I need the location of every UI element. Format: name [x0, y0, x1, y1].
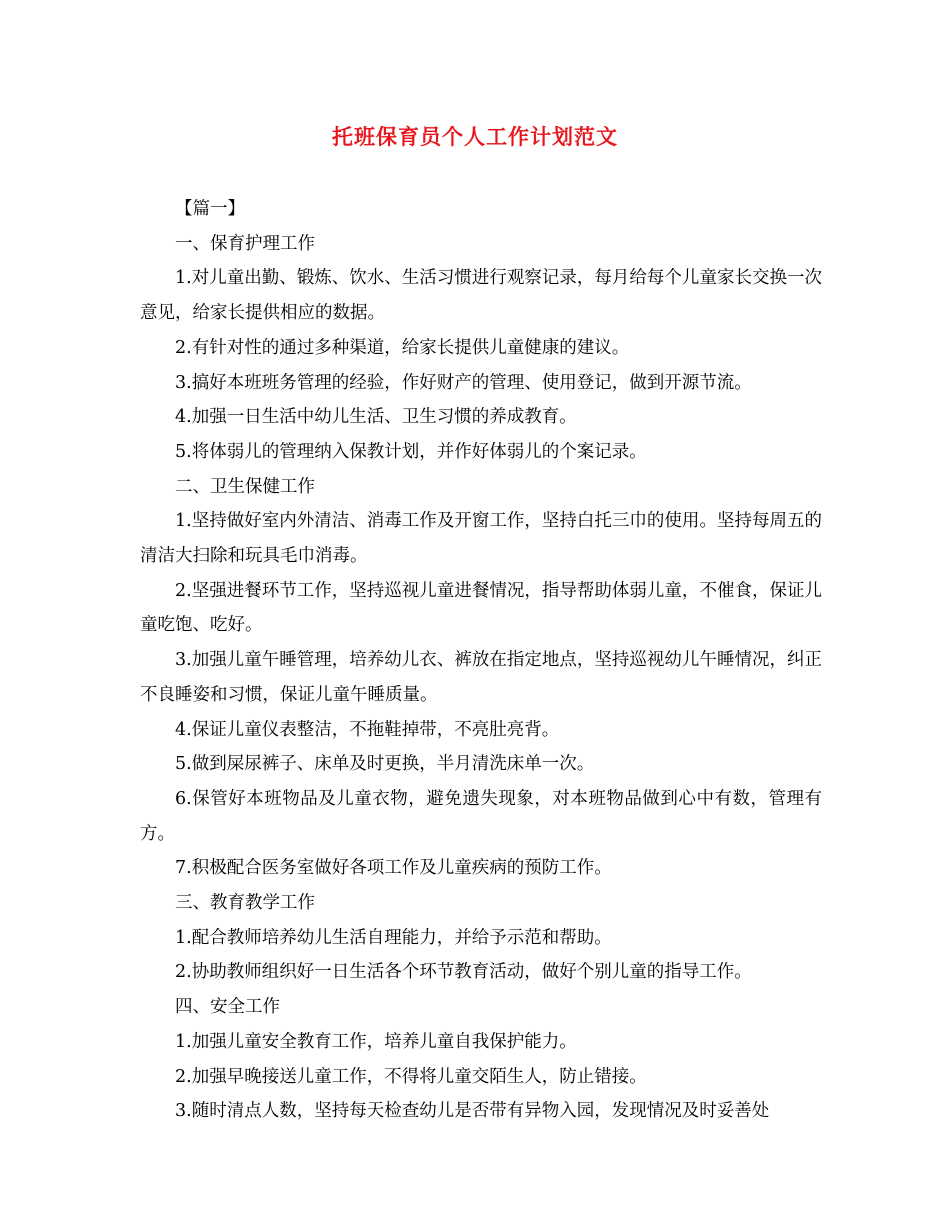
heading-care: 一、保育护理工作 [175, 233, 315, 254]
paragraph-education-2: 2.协助教师组织好一日生活各个环节教育活动，做好个别儿童的指导工作。 [175, 962, 752, 983]
document-title: 托班保育员个人工作计划范文 [332, 124, 618, 149]
paragraph-hygiene-3: 3.加强儿童午睡管理，培养幼儿衣、裤放在指定地点，坚持巡视幼儿午睡情况，纠正不良睡姿和习惯，保证儿童午睡质量。 [140, 650, 822, 705]
paragraph-care-2: 2.有针对性的通过多种渠道，给家长提供儿童健康的建议。 [175, 337, 630, 358]
heading-hygiene: 二、卫生保健工作 [175, 476, 315, 497]
paragraph-safety-1: 1.加强儿童安全教育工作，培养儿童自我保护能力。 [175, 1031, 577, 1052]
document-body [140, 192, 822, 1129]
paragraph-hygiene-6: 6.保管好本班物品及儿童衣物，避免遗失现象，对本班物品做到心中有数，管理有方。 [140, 788, 822, 844]
paragraph-care-1: 1.对儿童出勤、锻炼、饮水、生活习惯进行观察记录，每月给每个儿童家长交换一次意见，给家长提供相应的数据。 [140, 268, 822, 324]
paragraph-education-1: 1.配合教师培养幼儿生活自理能力，并给予示范和帮助。 [175, 927, 612, 948]
paragraph-hygiene-1: 1.坚持做好室内外清洁、消毒工作及开窗工作，坚持白托三巾的使用。坚持每周五的清洁大扫除和玩具毛巾消毒。 [140, 511, 822, 567]
heading-safety: 四、安全工作 [175, 997, 280, 1018]
paragraph-care-3: 3.搞好本班班务管理的经验，作好财产的管理、使用登记，做到开源节流。 [175, 372, 752, 393]
paragraph-safety-2: 2.加强早晚接送儿童工作，不得将儿童交陌生人，防止错接。 [175, 1066, 647, 1087]
heading-education: 三、教育教学工作 [175, 893, 315, 914]
section-label: 【篇一】 [175, 199, 245, 219]
paragraph-hygiene-2: 2.坚强进餐环节工作，坚持巡视儿童进餐情况，指导帮助体弱儿童，不催食，保证儿童吃饱、吃好。 [140, 580, 822, 636]
paragraph-hygiene-4: 4.保证儿童仪表整洁，不拖鞋掉带，不亮肚亮背。 [175, 719, 560, 740]
paragraph-care-5: 5.将体弱儿的管理纳入保教计划，并作好体弱儿的个案记录。 [175, 441, 647, 462]
paragraph-safety-3: 3.随时清点人数，坚持每天检查幼儿是否带有异物入园，发现情况及时妥善处 [175, 1101, 770, 1122]
paragraph-care-4: 4.加强一日生活中幼儿生活、卫生习惯的养成教育。 [175, 407, 577, 428]
paragraph-hygiene-7: 7.积极配合医务室做好各项工作及儿童疾病的预防工作。 [175, 858, 612, 879]
paragraph-hygiene-5: 5.做到屎尿裤子、床单及时更换，半月清洗床单一次。 [175, 754, 595, 775]
